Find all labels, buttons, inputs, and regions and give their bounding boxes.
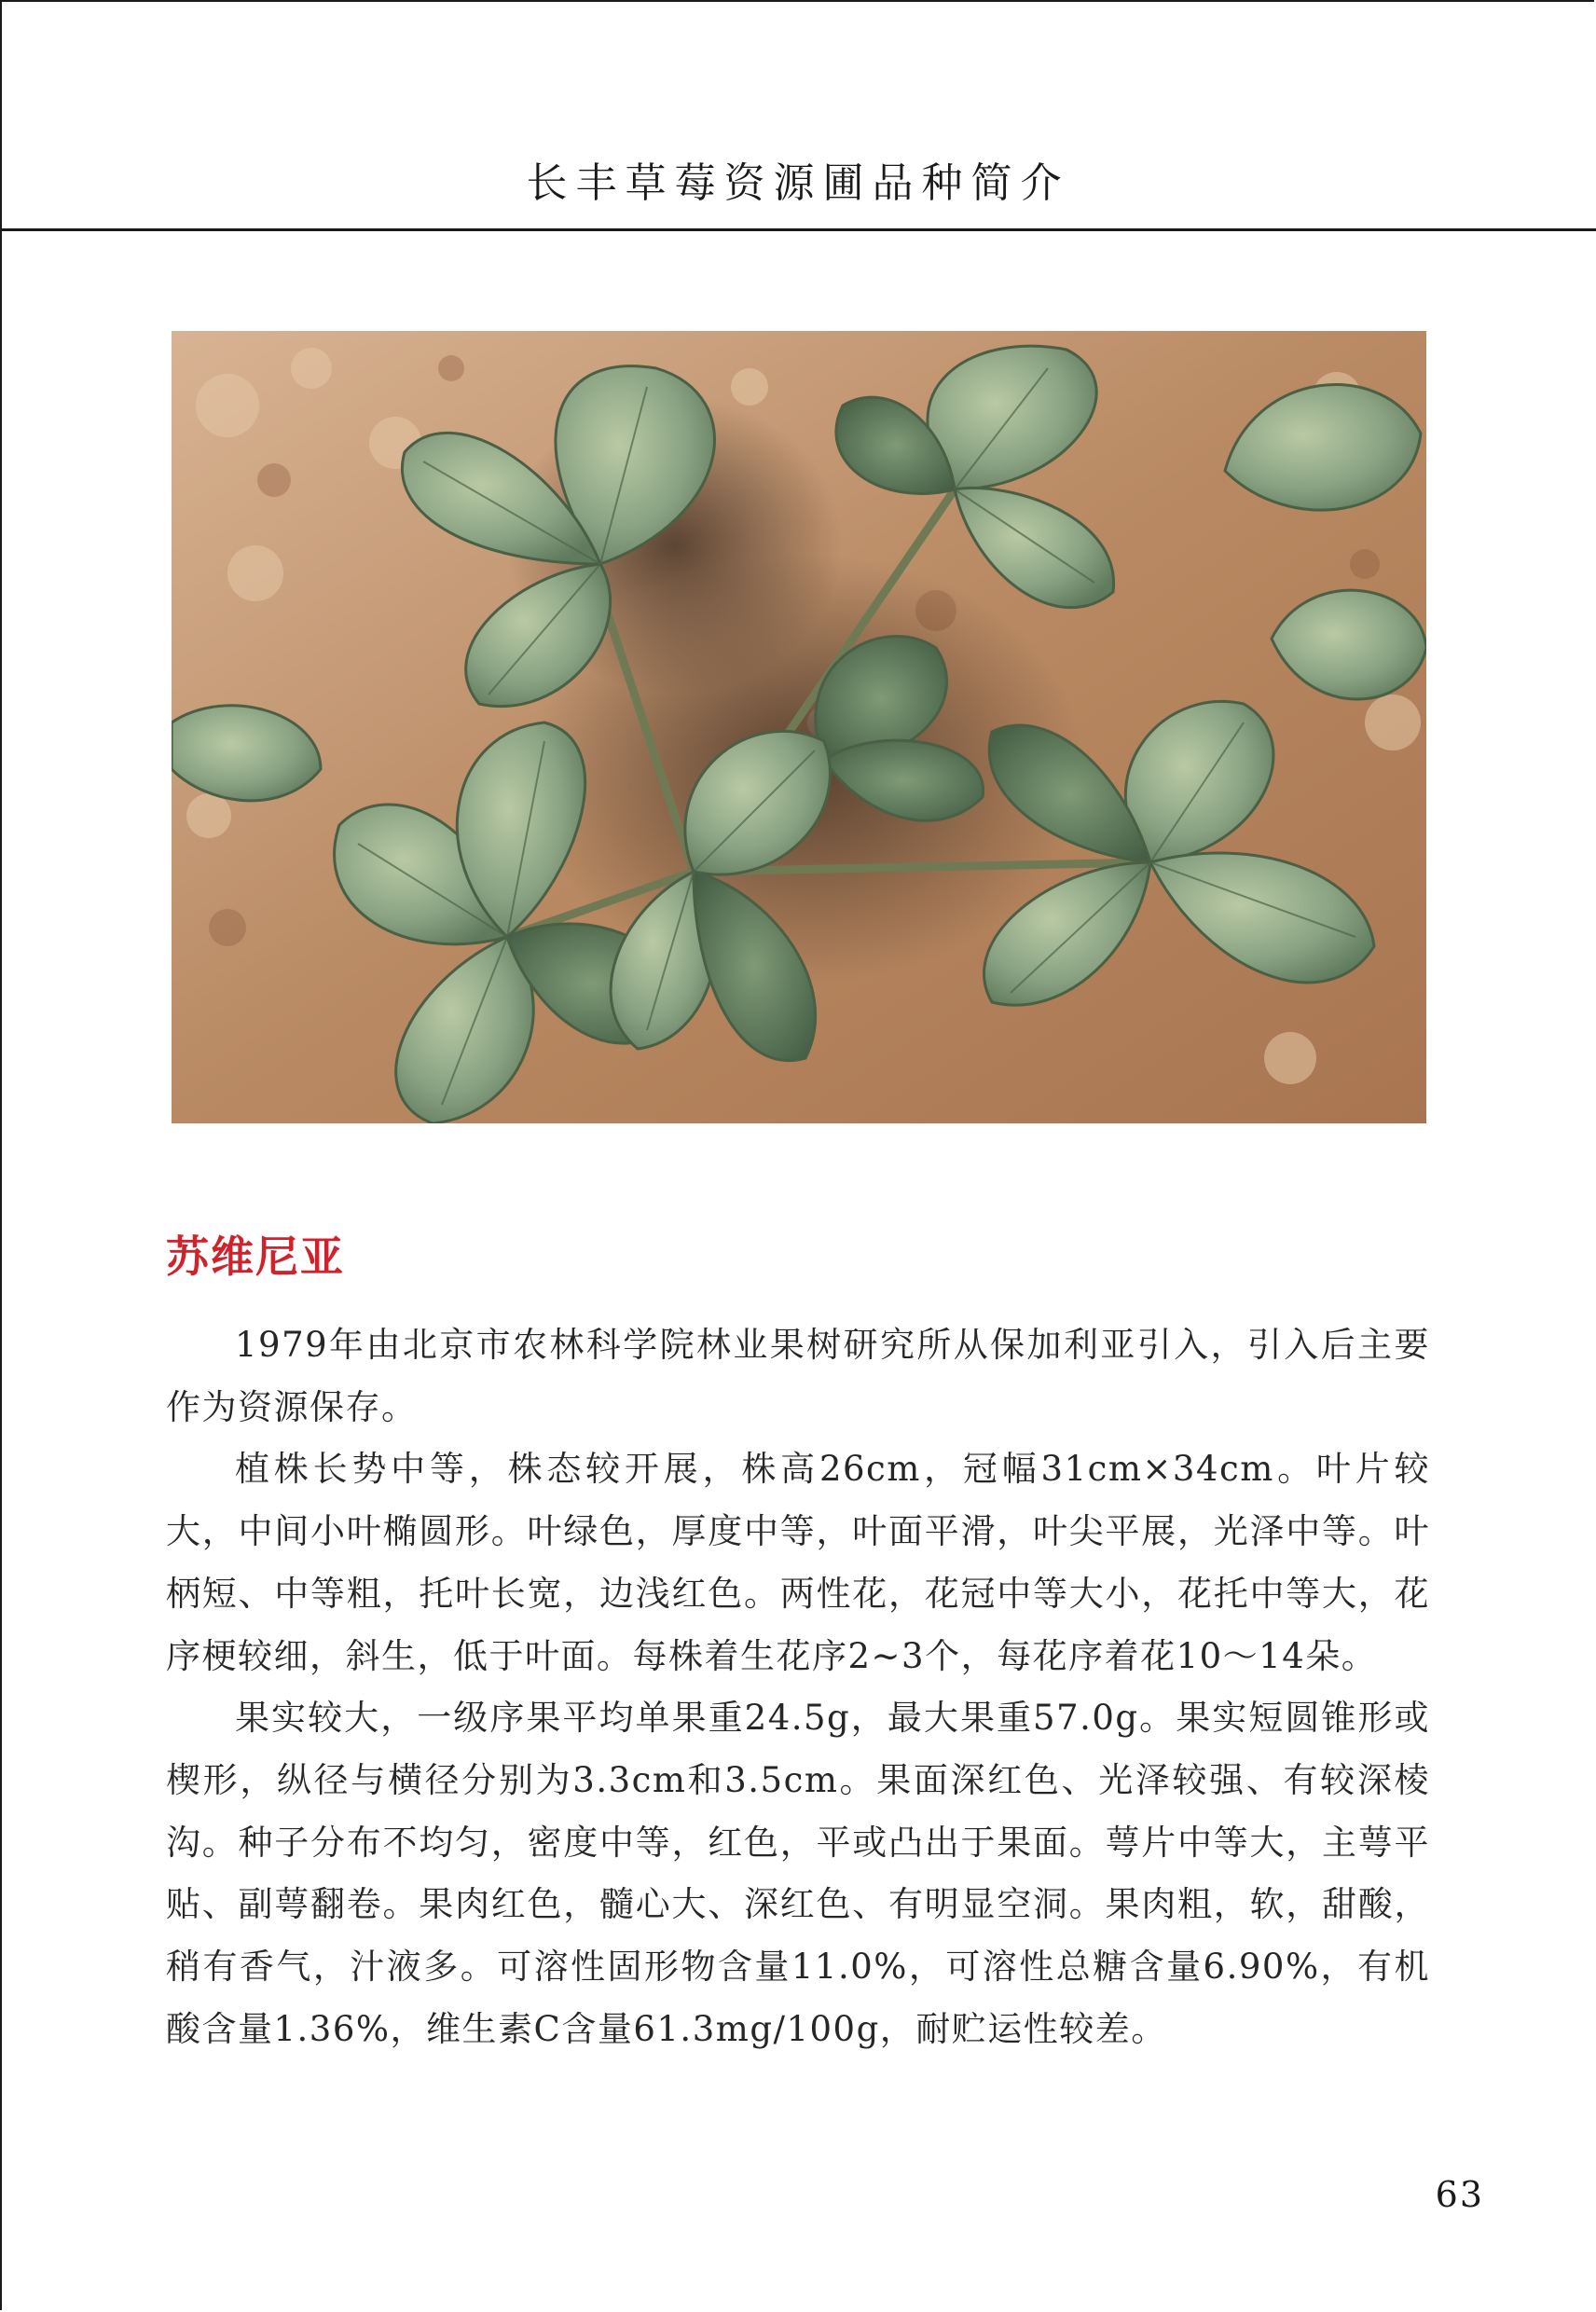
running-header-title: 长丰草莓资源圃品种简介	[526, 159, 1070, 207]
variety-title: 苏维尼亚	[166, 1232, 345, 1282]
paragraph-origin: 1979年由北京市农林科学院林业果树研究所从保加利亚引入，引入后主要作为资源保存。	[166, 1325, 1430, 1427]
body-text	[166, 1314, 1430, 2060]
strawberry-plant-photo	[172, 331, 1426, 1123]
paragraph-fruit: 果实较大，一级序果平均单果重24.5g，最大果重57.0g。果实短圆锥形或楔形，纵径与横径分别为3.3cm和3.5cm。果面深红色、光泽较强、有较深棱沟。种子分布不均匀，密度中等，红色，平或凸出于果面。萼片中等大，主萼平贴、副萼翻卷。果肉红色，髓心大、深红色、有明显空洞。果肉粗，软，甜酸，稍有香气，汁液多。可溶性固形物含量11.0%，可溶性总糖含量6.90%，有机酸含量1.36%，维生素C含量61.3mg/100g，耐贮运性较差。	[166, 1698, 1430, 2049]
running-header	[0, 0, 1596, 231]
page-number: 63	[1435, 2174, 1484, 2215]
paragraph-plant: 植株长势中等，株态较开展，株高26cm，冠幅31cm×34cm。叶片较大，中间小叶椭圆形。叶绿色，厚度中等，叶面平滑，叶尖平展，光泽中等。叶柄短、中等粗，托叶长宽，边浅红色。两性花，花冠中等大小，花托中等大，花序梗较细，斜生，低于叶面。每株着生花序2~3个，每花序着花10～14朵。	[166, 1449, 1430, 1676]
